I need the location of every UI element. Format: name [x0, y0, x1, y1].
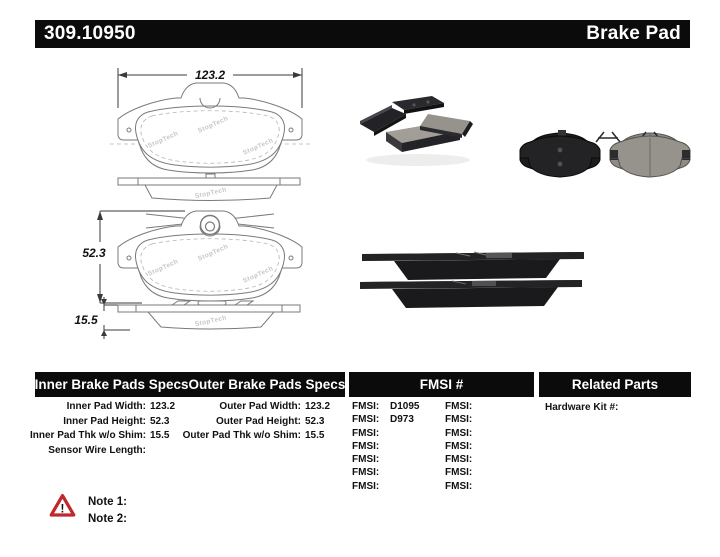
photo-pads-front-back	[518, 86, 692, 178]
fmsi-row: FMSI:	[352, 427, 380, 439]
fmsi-title: FMSI #	[419, 377, 464, 392]
fmsi-row: FMSI:	[445, 454, 473, 466]
fmsi-row: FMSI:	[352, 454, 380, 466]
fmsi-row: FMSI:	[445, 480, 473, 492]
note-line: Note 2:	[88, 512, 127, 525]
svg-text:!: !	[60, 502, 65, 516]
related-title: Related Parts	[571, 377, 659, 392]
pad-front-view-spring	[118, 211, 302, 301]
dim-height-label: 52.3	[82, 246, 106, 260]
spec-row: Sensor Wire Length:	[48, 444, 146, 456]
fmsi-row: FMSI:	[445, 427, 473, 439]
svg-text:StopTech: StopTech	[197, 115, 230, 135]
related-row: Hardware Kit #:	[545, 402, 619, 413]
pad-edge-photo-bottom	[360, 280, 582, 308]
inner-specs-table	[30, 400, 175, 458]
fmsi-row: FMSI:	[352, 440, 380, 452]
fmsi-row: FMSI:	[445, 401, 473, 412]
fmsi-left-column	[352, 400, 419, 493]
svg-text:StopTech: StopTech	[147, 258, 180, 278]
svg-text:StopTech: StopTech	[242, 137, 275, 157]
related-header-bar	[539, 372, 691, 397]
photo-pads-angled	[358, 88, 482, 172]
fmsi-header-bar	[349, 372, 534, 397]
fmsi-row: FMSI: D973	[352, 414, 414, 426]
spec-row: Inner Pad Height: 52.3	[63, 415, 170, 427]
pad-edge-view-bottom	[118, 301, 300, 329]
outer-specs-table	[175, 400, 330, 444]
warning-icon	[49, 493, 76, 518]
spec-row: Outer Pad Width: 123.2	[219, 401, 331, 412]
pad-friction-bottom-right	[610, 136, 690, 177]
spec-row: Inner Pad Width: 123.2	[66, 401, 176, 412]
fmsi-row: FMSI:	[352, 467, 380, 479]
related-parts-table	[545, 401, 632, 415]
note-line: Note 1:	[88, 496, 127, 508]
fmsi-row: FMSI:	[445, 440, 473, 452]
fmsi-right-column	[445, 400, 483, 493]
part-number: 309.10950	[44, 23, 136, 44]
svg-text:StopTech: StopTech	[147, 130, 180, 150]
notes-block	[88, 494, 127, 527]
fmsi-row: FMSI: D1095	[352, 401, 420, 412]
dim-thickness-label: 15.5	[74, 313, 98, 327]
svg-text:StopTech: StopTech	[194, 314, 228, 329]
pad-edge-photo-top	[362, 252, 584, 280]
specs-header-bar	[35, 372, 345, 397]
pad-photo-dark-top	[392, 96, 444, 114]
pad-front-view	[110, 83, 310, 173]
product-name: Brake Pad	[586, 23, 681, 44]
title-bar	[35, 20, 690, 48]
spec-row: Outer Pad Thk w/o Shim: 15.5	[182, 430, 325, 442]
spec-row: Outer Pad Height: 52.3	[215, 415, 325, 427]
fmsi-row: FMSI:	[445, 414, 473, 426]
technical-drawing	[30, 58, 340, 350]
inner-specs-title: Inner Brake Pads Specs	[34, 377, 189, 392]
svg-text:StopTech: StopTech	[242, 265, 275, 285]
outer-specs-title: Outer Brake Pads Specs	[188, 377, 346, 392]
pad-back-bottom-left	[520, 136, 600, 177]
fmsi-row: FMSI:	[352, 480, 380, 492]
svg-text:StopTech: StopTech	[194, 186, 228, 201]
photo-pads-edge	[356, 240, 592, 312]
fmsi-row: FMSI:	[445, 467, 473, 479]
pad-edge-view-top	[118, 174, 300, 201]
spec-row: Inner Pad Thk w/o Shim: 15.5	[30, 430, 170, 442]
svg-text:StopTech: StopTech	[197, 243, 230, 263]
dim-width-label: 123.2	[194, 68, 226, 82]
